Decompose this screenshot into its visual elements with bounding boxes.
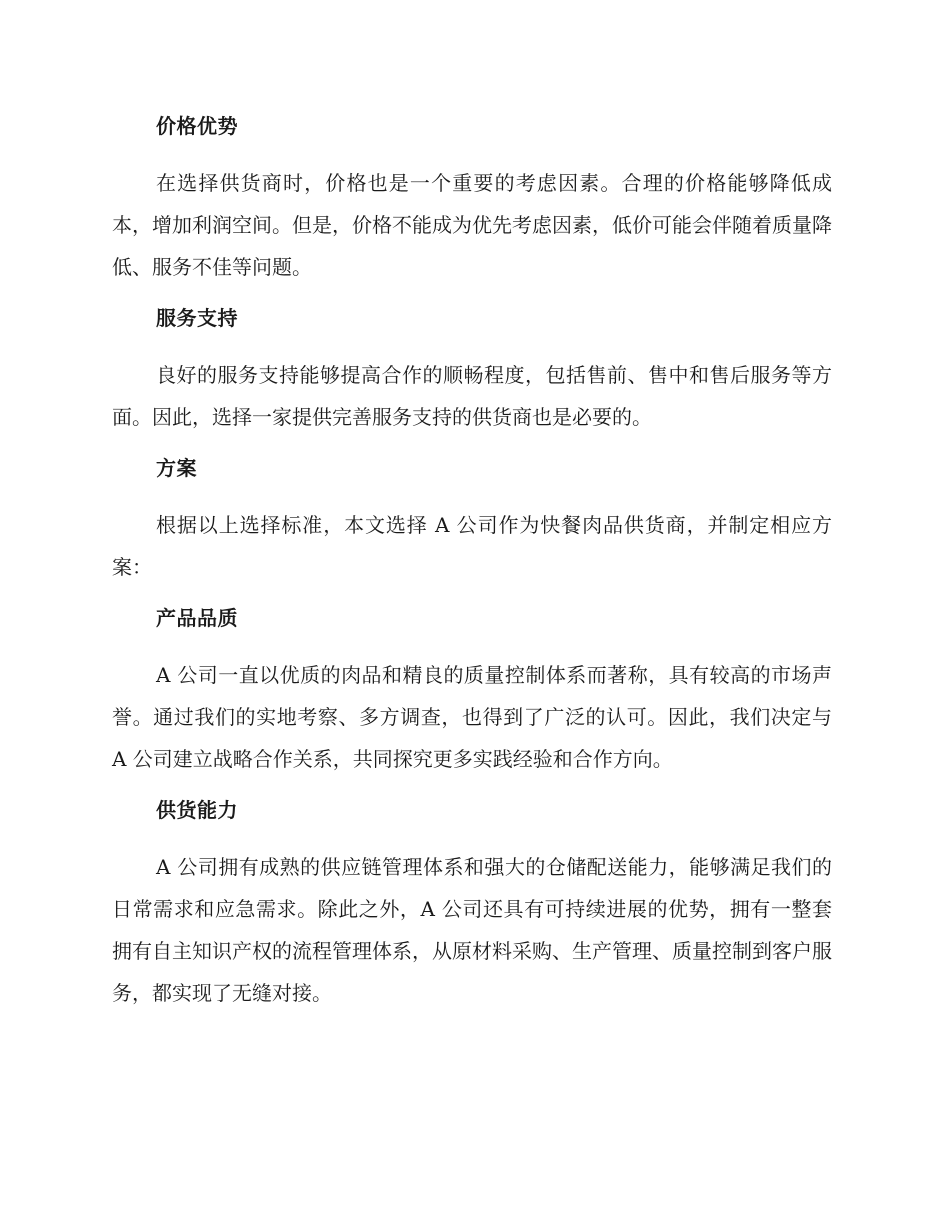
- section-paragraph-price: 在选择供货商时，价格也是一个重要的考虑因素。合理的价格能够降低成本，增加利润空间。但是，价格不能成为优先考虑因素，低价可能会伴随着质量降低、服务不佳等问题。: [112, 171, 832, 279]
- section-paragraph-supply: A 公司拥有成熟的供应链管理体系和强大的仓储配送能力，能够满足我们的日常需求和应急需求。除此之外，A 公司还具有可持续进展的优势，拥有一整套拥有自主知识产权的流程管理体系，从原材料采购、生产管理、质量控制到客户服务，都实现了无缝对接。: [112, 855, 832, 1005]
- document-body: [112, 108, 832, 1026]
- section-paragraph-quality: A 公司一直以优质的肉品和精良的质量控制体系而著称，具有较高的市场声誉。通过我们的实地考察、多方调查，也得到了广泛的认可。因此，我们决定与 A 公司建立战略合作关系，共同探究更多实践经验和合作方向。: [112, 663, 832, 771]
- section-paragraph-plan: 根据以上选择标准，本文选择 A 公司作为快餐肉品供货商，并制定相应方案：: [112, 513, 832, 579]
- section-heading-quality: 产品品质: [156, 606, 238, 630]
- section-paragraph-service: 良好的服务支持能够提高合作的顺畅程度，包括售前、售中和售后服务等方面。因此，选择一家提供完善服务支持的供货商也是必要的。: [112, 363, 832, 429]
- section-heading-supply: 供货能力: [156, 798, 238, 822]
- section-heading-price: 价格优势: [156, 114, 238, 138]
- section-heading-service: 服务支持: [156, 306, 238, 330]
- section-heading-plan: 方案: [156, 456, 197, 480]
